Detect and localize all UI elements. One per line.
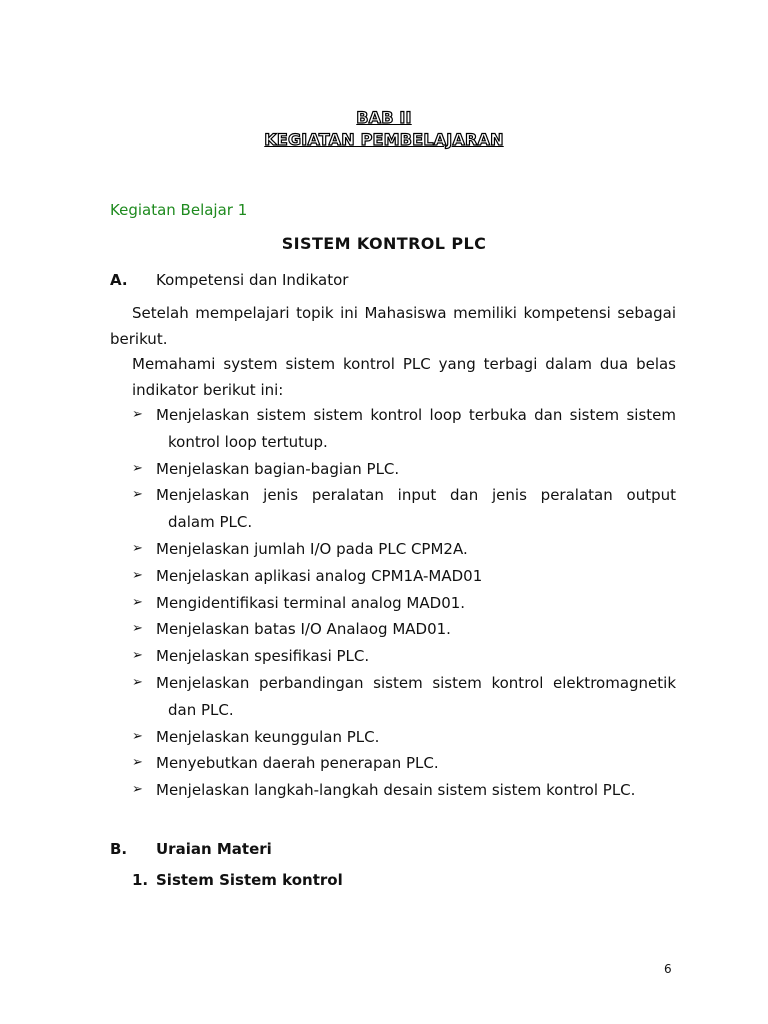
indicator-list-item — [132, 482, 676, 536]
subsection-heading — [132, 871, 343, 889]
arrow-bullet-icon: ➢ — [132, 648, 143, 664]
indicator-text: Menjelaskan jenis peralatan input dan jenis peralatan output — [156, 486, 676, 505]
arrow-bullet-icon: ➢ — [132, 460, 143, 476]
indicator-list — [132, 402, 676, 804]
arrow-bullet-icon: ➢ — [132, 594, 143, 610]
indicator-list-item — [132, 456, 676, 483]
arrow-bullet-icon: ➢ — [132, 621, 143, 637]
indicator-text: Menjelaskan keunggulan PLC. — [156, 727, 380, 746]
subsection-number: 1. — [132, 871, 149, 889]
indicator-text: Menjelaskan perbandingan sistem sistem kontrol elektromagnetik — [156, 673, 676, 692]
activity-label: Kegiatan Belajar 1 — [110, 201, 248, 219]
indicator-text: Menjelaskan langkah-langkah desain sistem sistem kontrol PLC. — [156, 781, 636, 800]
chapter-title: KEGIATAN PEMBELAJARAN — [264, 130, 504, 149]
indicator-list-item — [132, 724, 676, 751]
chapter-number: BAB II — [356, 108, 412, 127]
indicator-text: Menjelaskan sistem sistem kontrol loop terbuka dan sistem sistem — [156, 406, 676, 424]
indicator-list-item — [132, 670, 676, 724]
section-b-title: Uraian Materi — [156, 840, 272, 858]
indicator-text-continuation: dalam PLC. — [168, 513, 253, 532]
arrow-bullet-icon: ➢ — [132, 407, 143, 422]
indicator-text-continuation: dan PLC. — [168, 700, 234, 719]
section-title: SISTEM KONTROL PLC — [281, 234, 487, 253]
indicator-text: Menyebutkan daerah penerapan PLC. — [156, 754, 439, 773]
indicator-text: Menjelaskan batas I/O Analaog MAD01. — [156, 620, 451, 639]
indicator-list-item — [132, 536, 676, 563]
arrow-bullet-icon: ➢ — [132, 540, 143, 556]
section-a-heading — [110, 271, 348, 289]
indicator-intro-paragraph: Memahami system sistem kontrol PLC yang terbagi dalam dua belas indikator berikut ini: — [132, 355, 676, 399]
indicator-text: Mengidentifikasi terminal analog MAD01. — [156, 593, 466, 612]
competency-paragraph: Setelah mempelajari topik ini Mahasiswa memiliki kompetensi sebagai berikut. — [110, 304, 676, 348]
indicator-list-item — [132, 616, 676, 643]
section-a-marker: A. — [110, 271, 128, 289]
subsection-title: Sistem Sistem kontrol — [156, 871, 343, 889]
arrow-bullet-icon: ➢ — [132, 567, 143, 583]
indicator-list-item — [132, 777, 676, 804]
indicator-list-item — [132, 590, 676, 617]
indicator-text: Menjelaskan aplikasi analog CPM1A-MAD01 — [156, 566, 483, 585]
indicator-text: Menjelaskan bagian-bagian PLC. — [156, 459, 400, 478]
indicator-list-item — [132, 563, 676, 590]
indicator-list-item — [132, 750, 676, 777]
indicator-text: Menjelaskan spesifikasi PLC. — [156, 647, 370, 666]
indicator-text-continuation: kontrol loop tertutup. — [168, 432, 328, 451]
arrow-bullet-icon: ➢ — [132, 782, 143, 798]
page-number: 6 — [664, 962, 672, 976]
arrow-bullet-icon: ➢ — [132, 674, 143, 690]
indicator-list-item — [132, 643, 676, 670]
section-b-marker: B. — [110, 840, 128, 858]
arrow-bullet-icon: ➢ — [132, 755, 143, 771]
indicator-list-item — [132, 402, 676, 456]
arrow-bullet-icon: ➢ — [132, 728, 143, 744]
indicator-text: Menjelaskan jumlah I/O pada PLC CPM2A. — [156, 539, 468, 558]
section-b-heading — [110, 840, 272, 858]
arrow-bullet-icon: ➢ — [132, 487, 143, 503]
section-a-title: Kompetensi dan Indikator — [156, 271, 349, 289]
